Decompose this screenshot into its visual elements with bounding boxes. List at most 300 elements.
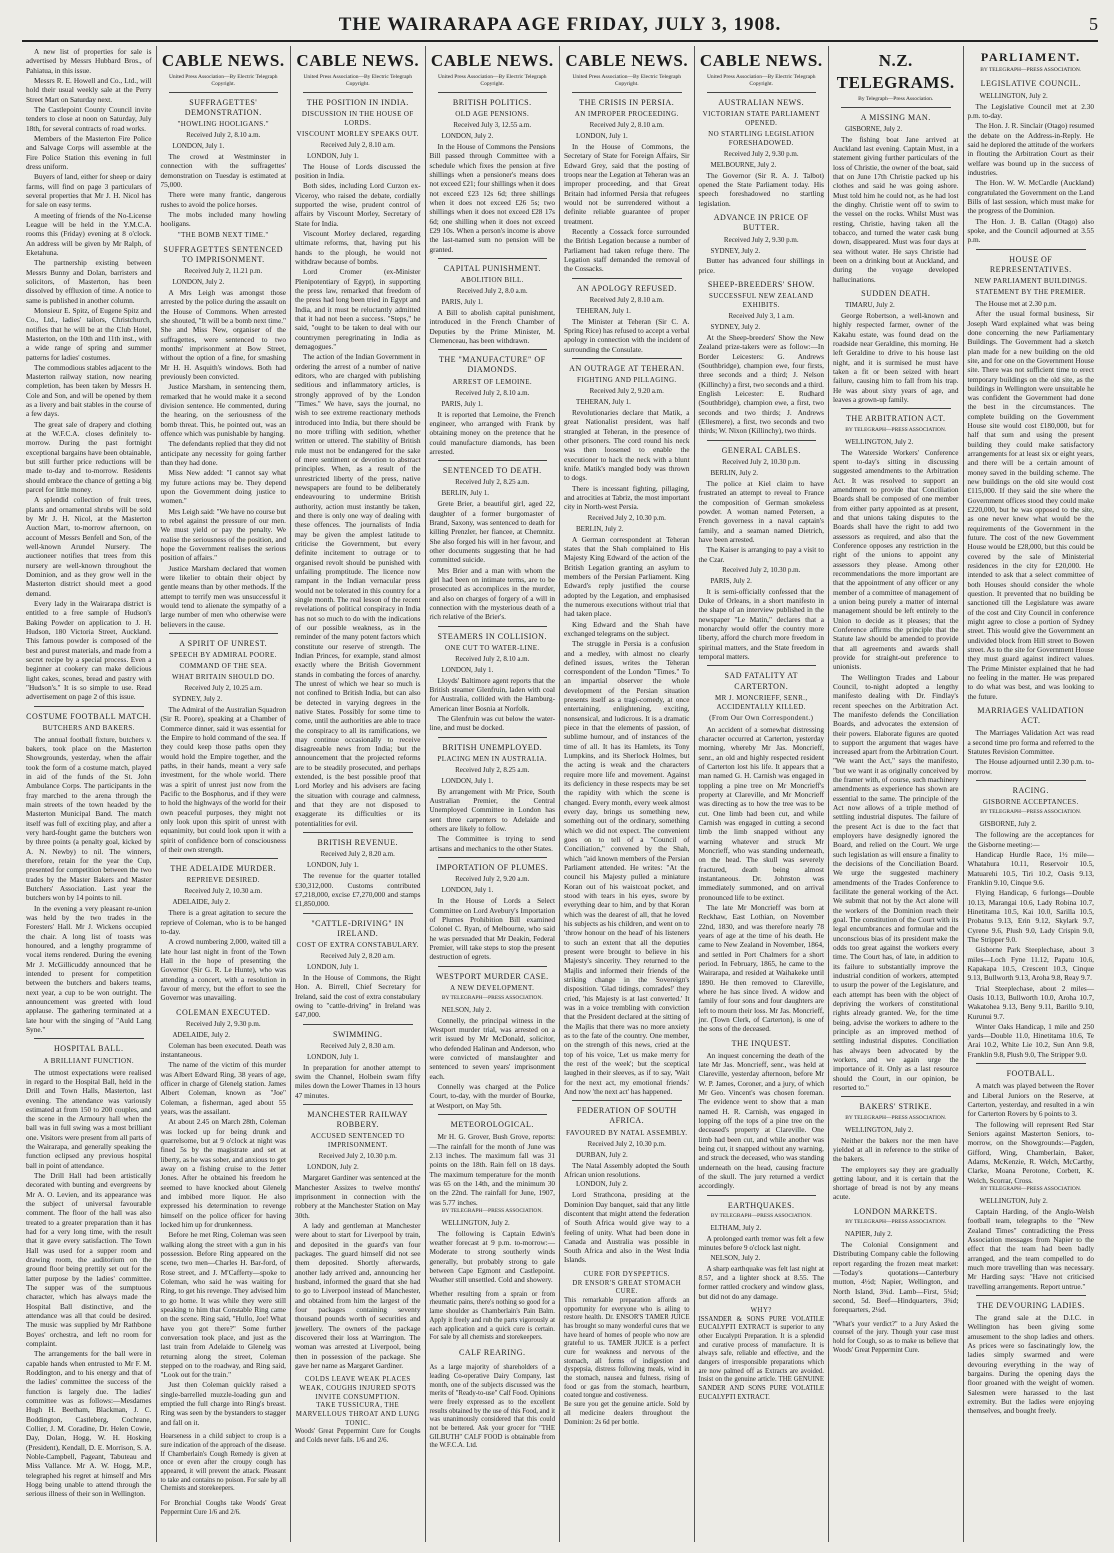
article-heading: RACING. bbox=[1012, 786, 1049, 796]
advertisement: Hoarseness in a child subject to croup is a sure indication of the approach of the disease. If Chamberlain's Cough Remedy is given at once or even after the croupy cough has appeared, it will prevent the attack. Pleasant to take and contains no poison. For sale by all Chemists and storekeepers. bbox=[160, 1433, 286, 1493]
article-heading: THE INQUEST. bbox=[731, 1038, 791, 1048]
article-heading: THE "MANUFACTURE" OF DIAMONDS. bbox=[438, 355, 546, 375]
article-heading: SUDDEN DEATH. bbox=[861, 288, 931, 298]
advertisement: "What's your verdict?" to a Jury Asked the counsel of the jury. Though your case must hold for Cough, so as to make us believe that Woods' Great Peppermint Cure. bbox=[833, 1320, 959, 1354]
article-subheading: AN IMPROPER PROCEEDING. bbox=[574, 110, 679, 119]
local-para: The great sale of drapery and clothing at the W.F.C.A. closes definitely to-morrow. During the past fortnight exceptional bargains have been obtainable, but still further price reductions will be made to-day and to-morrow. Residents should embrace the chance of getting a big parcel for little money. bbox=[26, 419, 152, 495]
article-subheading: A BRILLIANT FUNCTION. bbox=[43, 1056, 135, 1065]
article-subheading: NO STARTLING LEGISLATION FORESHADOWED. bbox=[708, 129, 815, 147]
received-time: Received July 2, 8.25 a.m. bbox=[455, 765, 530, 774]
local-para: Every lady in the Wairarapa district is entitled to a free sample of Hudson's Baking Powder on application to J. H. Hudson, 180 Victoria Street, Auckland. This famous powder is composed of the best and purest materials, and made from a secret recipe by a special process. Even a beginner at cookery can make delicious light cakes, scones, bread and pastry with "Hudson's." It is so simple to use. Read advertisement on page 2 of this issue. bbox=[26, 599, 152, 702]
article-para: Lloyds' Baltimore agent reports that the British steamer Glenfruin, laden with coal for Australia, collided with the Hamburg-American liner Bosnia at Norfolk. bbox=[429, 675, 555, 713]
local-para: The partnership existing between Messrs Bunny and Dolan, barristers and solicitors, of Masterton, has been dissolved by effluxion of time. A notice to same is published in another column. bbox=[26, 258, 152, 305]
divider bbox=[976, 249, 1087, 250]
article-heading: A SPIRIT OF UNREST. bbox=[179, 638, 268, 648]
article-para: The mobs included many howling hooligans. bbox=[160, 210, 286, 229]
press-credit: BY TELEGRAPH—PRESS ASSOCIATION. bbox=[845, 1219, 947, 1226]
article-para: It is semi-officially confessed that the Duke of Orleans, in a short manifesto in the shape of an interview published in the newspaper "Le Matin," declares that a monarchy would offer the country more liberty, afford the church more freedom in spiritual matters, and the State freedom in temporal matters. bbox=[698, 586, 824, 662]
local-para: Buyers of land, either for sheep or dairy farms, will find on page 3 particulars of several properties that Mr J. H. Nicol has for sale on easy terms. bbox=[26, 172, 152, 210]
article-heading: STEAMERS IN COLLISION. bbox=[437, 631, 547, 641]
article-para: Gisborne Park Steeplechase, about 3 miles—Loch Fyne 11.12, Papatu 10.6, Kapakapa 10.5, Crescent 10.3, Cinque 9.13, Bullworth 9.13, Aroha 9.8, Reay 9.7. bbox=[967, 945, 1094, 983]
column-heading: PARLIAMENT. bbox=[980, 50, 1081, 64]
local-para: A new list of properties for sale is advertised by Messrs Hubbard Bros., of Pahiatua, in this issue. bbox=[26, 47, 152, 75]
dateline: ADELAIDE, July 2. bbox=[172, 1030, 231, 1039]
press-credit: BY TELEGRAPH—PRESS ASSOCIATION. bbox=[845, 426, 947, 433]
article-para: The employers say they are gradually getting labour, and it is certain that the shortage of bread is not by any means acute. bbox=[833, 1164, 959, 1202]
press-credit: BY TELEGRAPH—PRESS ASSOCIATION. bbox=[441, 994, 543, 1001]
dateline: BERLIN, July 2. bbox=[576, 524, 624, 533]
article-heading: SENTENCED TO DEATH. bbox=[442, 466, 542, 476]
column-credit: United Press Association—By Electric Telegraph Copyright. bbox=[706, 73, 816, 87]
article-para: Just then Coleman quickly raised a single-barrelled muzzle-loading gun and emptied the full charge into Ring's breast. Ring was seen by the bystanders to stagger and fall on it. bbox=[160, 1380, 286, 1427]
article-para: The annual football fixture, butchers v. bakers, took place on the Masterton Showgrounds, yesterday, when the affair took the form of a costume match, played in aid of the funds of the St. John Ambulance Corps. The participants in the fray marched to the arena through the main streets of the town headed by the Masterton Municipal Band. The match itself was full of exciting play, and after a very hard-fought game the butchers won by three points (a penalty goal, kicked by A. N. Newby) to nil. The winners, therefore, retain for the year the Cup, presented for competition between the two trades by the Master Bakers and Master Butchers' Association. Last year the butchers won by 14 points to nil. bbox=[26, 734, 152, 903]
column-credit: BY TELEGRAPH—PRESS ASSOCIATION. bbox=[980, 67, 1082, 74]
article-subheading: VICTORIAN STATE PARLIAMENT OPENED. bbox=[702, 110, 820, 127]
column-heading: CABLE NEWS. bbox=[296, 51, 420, 70]
column-credit: United Press Association—By Electric Telegraph Copyright. bbox=[572, 73, 682, 87]
divider bbox=[303, 913, 413, 914]
article-subheading: A NEW DEVELOPMENT. bbox=[450, 983, 535, 992]
article-heading: SHEEP-BREEDERS' SHOW. bbox=[707, 280, 815, 290]
column-heading: CABLE NEWS. bbox=[430, 51, 554, 70]
article-para: Mrs Brier and a man with whom the girl had been on intimate terms, are to be prosecuted as accomplices in the murder, and also on charges of forgery of a will in connection with the mysterious death of a rich relative of the Brier's. bbox=[429, 565, 555, 622]
received-time: Received July 2, 9.30 p.m. bbox=[723, 149, 799, 158]
column-credit: United Press Association—By Electric Telegraph Copyright. bbox=[437, 73, 547, 87]
advertisement-heading: TAKE TUSSICURA, THE MARVELLOUS THROAT AND LUNG TONIC. bbox=[295, 1402, 420, 1427]
dateline: LONDON, July 1. bbox=[307, 151, 359, 160]
divider bbox=[707, 1195, 817, 1196]
article-para: Trial Steeplechase, about 2 miles—Oasis 10.13, Bullworth 10.0, Aroha 10.7, Wakatohea 9.13, Beny 9.11, Barillo 9.10, Kurunui 9.7. bbox=[967, 983, 1094, 1021]
divider bbox=[303, 1024, 413, 1025]
dateline: SYDNEY, July 2. bbox=[710, 246, 761, 255]
article-para: Viscount Morley declared, regarding ultimate reforms, that, having put his hands to the plough, he would not withdraw because of bombs. bbox=[295, 229, 421, 267]
press-credit: BY TELEGRAPH—PRESS ASSOCIATION. bbox=[980, 1185, 1082, 1192]
received-time: Received July 3, 12.55 a.m. bbox=[453, 121, 532, 129]
divider bbox=[707, 665, 817, 666]
article-para: Connelly was charged at the Police Court, to-day, with the murder of Bourke, at Westport, on May 5th. bbox=[429, 1081, 555, 1110]
article-para: There is incessant fighting, pillaging, and atrocities at Tabriz, the most important city in North-west Persia. bbox=[564, 483, 690, 512]
divider bbox=[976, 1063, 1087, 1064]
article-para: The House of Lords discussed the position in India. bbox=[295, 161, 421, 181]
article-para: It is reported that Lemoine, the French engineer, who arranged with Frank by obtaining money on the pretence that he could manufacture diamonds, has been arrested. bbox=[429, 409, 555, 456]
advertisement-heading: CURE FOR DYSPEPTICS. bbox=[583, 1270, 670, 1278]
article-para: The late Mr Moncrieff was born at Reckhaw, East Lothian, on November 22nd, 1830, and was therefore nearly 78 years of age at the time of his death. He came to New Zealand in November, 1864, and settled in Port Chalmers for a short period. In February, 1865, he came to the Wairarapa, and resided at Waihakeke until 1890. He then removed to Clareville, where he has since lived. A widow and family of four sons and four daughters are left to mourn their loss. Mr Jas. Moncrieff, jnr. (Town Clerk, of Carterton), is one of the sons of the deceased. bbox=[698, 902, 824, 1034]
column-heading: N.Z. TELEGRAMS. bbox=[836, 51, 955, 92]
article-heading: LONDON MARKETS. bbox=[854, 1206, 938, 1216]
advertisement-heading: CALF REARING. bbox=[458, 1347, 526, 1357]
article-para: The name of the victim of this murder was Albert Edward Ring, 38 years of age, officer in charge of Glenelg station. James Albert Coleman, known as "Joe" Coleman, a fisherman, aged about 55 years, was the assailant. bbox=[160, 1060, 286, 1116]
article-heading: SUFFRAGETTES' DEMONSTRATION. bbox=[184, 97, 262, 118]
article-para: An inquest concerning the death of the late Mr Jas. Moncrieff, senr., was held at Clareville, yesterday afternoon, before Mr W. P. James, Coroner, and a jury, of which Mr Geo. Vincent's was chosen foreman. The evidence went to show that a man named H. R. Carnish, was engaged in lopping off the tops of a pine tree on the deceased's property at Clareville. One limb had been cut, and while another was being cut, it snapped without any warning, and struck the deceased, who was standing underneath on the head, causing fracture of the skull. The jury returned a verdict accordingly. bbox=[698, 1050, 824, 1191]
divider bbox=[438, 857, 548, 858]
press-credit: BY TELEGRAPH—PRESS ASSOCIATION. bbox=[710, 1212, 812, 1219]
received-time: Received July 2, 11.21 p.m. bbox=[184, 267, 263, 276]
article-para: The Legislative Council met at 2.30 p.m. to-day. bbox=[967, 101, 1094, 120]
received-time: Received July 2, 8.10 a.m. bbox=[455, 388, 530, 397]
dateline: NELSON, July 2. bbox=[710, 1253, 761, 1262]
article-para: Flying Handicap, 6 furlongs—Double 10.13, Marangai 10.6, Lady Robina 10.7, Hinetitama 10.5, Kai 10.0, Sarilla 10.5, Probatus 9.13, Erin 9.12, Skylark 9.7, Cyrene 9.6, Plush 9.0, Lady Crispin 9.0, The Stripper 9.0. bbox=[967, 888, 1094, 944]
article-para: A Bill to abolish capital punishment, introduced in the French Chamber of Deputies by the Prime Minister, M. Clemenceau, has been withdrawn. bbox=[429, 307, 555, 345]
article-heading: EARTHQUAKES. bbox=[727, 1200, 795, 1210]
article-heading: BAKERS' STRIKE. bbox=[859, 1102, 932, 1112]
dateline: LONDON, July 1. bbox=[307, 962, 359, 971]
article-para: The utmost expectations were realised in regard to the Hospital Ball, held in the Drill and Town Halls, Masterton, last evening. The attendance was variously estimated at from 150 to 200 couples, and the scene in the Armoury hall when the ball was in full swing was a most brilliant one. Visitors were present from all parts of the Wairarapa, and generally speaking the function eclipsed any previous hospital ball in point of attendance. bbox=[26, 1067, 152, 1170]
advertisement bbox=[699, 1307, 825, 1403]
dateline: LONDON, July 1. bbox=[441, 886, 494, 895]
article-para: The Minister at Teheran (Sir C. A. Spring Rice) has refused to accept a verbal apology in connection with the incident of surrounding the Consulate. bbox=[564, 316, 690, 354]
article-para: The House adjourned until 2.30 p.m. to-morrow. bbox=[967, 757, 1094, 776]
press-credit: BY TELEGRAPH—PRESS ASSOCIATION. bbox=[980, 809, 1082, 816]
dateline: GISBORNE, July 2. bbox=[979, 820, 1037, 829]
dateline: PARIS, July 1. bbox=[441, 297, 483, 306]
received-time: Received July 2, 10.25 a.m. bbox=[184, 684, 263, 692]
article-para: In the House of Lords a Select Committee on Lord Avebury's Importation of Plumes Prohibition Bill examined Colonel C. Ryan, of Melbourne, who said he was persuaded that Mr Deakin, Federal Premier, will take steps to stop the present destruction of egrets. bbox=[429, 896, 555, 962]
article-heading: LEGISLATIVE COUNCIL. bbox=[980, 79, 1081, 89]
advertisement bbox=[295, 1376, 421, 1446]
article-heading: A MISSING MAN. bbox=[860, 112, 931, 122]
newspaper-title: THE WAIRARAPA AGE FRIDAY, JULY 3, 1908. bbox=[338, 14, 782, 35]
dateline: WELLINGTON, July 2. bbox=[979, 1197, 1048, 1206]
article-para: The House met at 2.30 p.m. bbox=[975, 298, 1057, 308]
divider bbox=[841, 107, 951, 108]
column-heading: CABLE NEWS. bbox=[565, 51, 689, 70]
received-time: Received July 2, 8.20 a.m. bbox=[320, 850, 395, 859]
dateline: TIMARU, July 2. bbox=[845, 301, 895, 310]
article-para: The Natal Assembly adopted the South African union resolutions. bbox=[564, 1160, 690, 1179]
article-para: Lord Cromer (ex-Minister Plenipotentiary of Egypt), in supporting the press law, remarked that freedom of the press had long been tried in Egypt and India, and it must be reluctantly admitted that it had not been a success. "Steps," he said, "ought to be taken to deal with our countrymen peregrinating in India as demagogues." bbox=[295, 267, 421, 352]
received-time: Received July 2, 8.25 a.m. bbox=[455, 478, 530, 487]
article-heading: AUSTRALIAN NEWS. bbox=[718, 97, 805, 107]
article-para: The Marriages Validation Act was read a second time pro forma and referred to the Statutes Revision Committee. bbox=[967, 728, 1094, 757]
dateline: BERLIN, July 2. bbox=[710, 468, 758, 477]
article-heading: FOOTBALL. bbox=[1006, 1069, 1055, 1079]
dateline: WELLINGTON, July 2. bbox=[845, 1125, 914, 1134]
dateline: NELSON, July 2. bbox=[441, 1005, 492, 1014]
article-subheading: FIGHTING AND PILLAGING. bbox=[576, 376, 677, 385]
article-subheading: COST OF EXTRA CONSTABULARY. bbox=[296, 941, 419, 950]
dateline: LONDON, July 1. bbox=[307, 861, 359, 870]
article-para: Captain Harding, of the Anglo-Welsh football team, telegraphs to the "New Zealand Times" contradicting the Press Association messages from Napier to the effect that the team had been badly arranged, and the team compelled to do much more travelling than was necessary. Mr Harding says: "Have not criticised travelling arrangements. Report untrue." bbox=[967, 1206, 1094, 1291]
article-para: A sharp earthquake was felt last night at 8.57, and a lighter shock at 8.55. The former rattled crockery and window glass, but did not do any damage. bbox=[698, 1263, 824, 1301]
advertisement-text: This remarkable preparation affords an opportunity for everyone who is ailing to restore health. Dr. ENSOR'S TAMER JUICE has brought so many wonderful cures that we have heard of homes of people who now are grateful to us. TAMER JUICE is a perfect cure for weakness and nervous of the stomach, all forms of indigestion and dyspepsia, distress following meals, wind in the stomach, nausea and fulness, rising of food or gas from the stomach, heartburn, coated tongue and costiveness. bbox=[564, 1296, 690, 1400]
column-credit: United Press Association—By Electric Telegraph Copyright. bbox=[168, 73, 278, 87]
divider bbox=[169, 633, 279, 634]
column-cable-news-5 bbox=[695, 46, 830, 1542]
article-para: The Hon. J. R. Sinclair (Otago) resumed the debate on the Address-in-Reply. He said he deplored the attitude of the workers in flouting the Arbitration Court as their welfare was bound up in the success of industries. bbox=[967, 121, 1094, 177]
article-subheading: COMMAND OF THE SEA. bbox=[179, 662, 268, 671]
local-paras bbox=[26, 47, 152, 702]
article-subheading: NEW PARLIAMENT BUILDINGS. bbox=[974, 276, 1088, 285]
article-para: The fishing boat Jane arrived at Auckland last evening. Captain Must, in a statement giving further particulars of the loss of Christie, the owner of the boat, said that on June 17th Christie packed up his clothes and said he was going ashore. Must told him he could not, as he had lost the dinghy. Christie went off to swim to the vessel on the rocks. Whilst Must was resting, Christie, having taken all the tobacco, and turned the water cask bung down, disappeared. Must was four days at sea without water. He says Christie had been on a drinking bout at Auckland, and during the voyage developed hallucinations. bbox=[833, 134, 959, 284]
article-subheading: STATEMENT BY THE PREMIER. bbox=[975, 287, 1086, 296]
advertisement-text: Woods' Great Peppermint Cure for Coughs and Colds never fails. 1/6 and 2/6. bbox=[295, 1428, 421, 1444]
article-para: Lord Strathcona, presiding at the Dominion Day banquet, said that any little discontent that might attend the federation of South Africa would give way to a feeling of unity. What had been done in Canada and Australia was possible in South Africa and also in the West India Islands. bbox=[564, 1190, 690, 1265]
article-para: A crowd numbering 2,000, waited till a late hour last night in front of the Town Hall in the hope of presenting the Governor (Sir G. R. Le Hunte), who was attending a concert, with a resolution in favour of mercy, but the effort to see the Governor was unavailing. bbox=[160, 937, 286, 1003]
divider bbox=[438, 349, 548, 350]
received-time: Received July 2, 8.10 a.m. bbox=[589, 121, 664, 129]
received-time: Received July 2, 9.30 p.m. bbox=[723, 235, 799, 244]
dateline: TEHERAN, July 1. bbox=[576, 398, 631, 407]
article-heading: ADVANCE IN PRICE OF BUTTER. bbox=[713, 213, 809, 233]
article-para: The Drill Hall had been artistically decorated with bunting and evergreens by Mr A. O. Levien, and its appearance was the subject of universal favourable comment. The floor of the hall was also treated to a greater preparation than it has had for a very long time, with the result that it gave every satisfaction. The Town Hall was used for a supper room and drawing room, the auditorium on the ground floor being prettily set out for the latter purpose by the ladies' committee. The supper was of the sumptuous character, which has always made the Hospital Ball distinctive, and the attendance was all that could be desired. The music was supplied by Mr Rathbone Boyes' orchestra, and left no room for complaint. bbox=[26, 1171, 152, 1349]
dateline: LONDON, July 1. bbox=[172, 142, 225, 151]
article-para: The grand sale at the D.I.C. in Wellington has been giving some amusement to the shop ladies and others. As prices were so fascinatingly low, the ladies simply swarmed and were devouring everything in the way of bargains. During the opening days the floor groaned with the weight of women. Salesmen were harassed to the last extremity. But the ladies were enjoying themselves, and bought freely. bbox=[967, 1313, 1094, 1416]
article-para: Grete Brier, a beautiful girl, aged 22, daughter of a former burgomaster of Brand, Saxony, was sentenced to death for killing Prenzler, her fiancee, at Chemnitz. She also forged his will in her favour, and other documents suggesting that he had committed suicide. bbox=[429, 499, 555, 565]
divider bbox=[572, 278, 682, 279]
article-subheading: ABOLITION BILL. bbox=[460, 276, 524, 285]
divider bbox=[303, 1104, 413, 1105]
article-para: The Wellington Trades and Labour Council, to-night adopted a lengthy manifesto dealing with Dr. Findlay's recent speeches on the Arbitration Act. The manifesto defends the Conciliation Boards, and advocates the extension of their powers. Elaborate figures are quoted to support the argument that wages have increased apart from the Arbitration Court. "We want the Act," says the manifesto, "but we want it as originally conceived by the framer with, of course, such machinery amendments as experience has shown are essential to the same. The principle of the Act now allows of a triple method of settling industrial disputes. The failure of the present Act is due to the fact that employers have designedly ignored the Board, and relied on the Court. We urge such legislation as will ensure a finality to the decisions of the Conciliation Board. We urge the suggested machinery amendments of the Trades Conference to facilitate the general working of the Act. We submit that not by the Act alone will the workers of the Dominion reach their goal. The constitution of the Court with its legal encumbrances and formulae and the unconscious bias of its president make the odds too great against the workers every time. The Court has, of late, in addition to its failure to substantially improve the industrial condition of workers, attempted to usurp the power of the Legislature, and each attempt has been with the object of depriving the workers of constitutional rights already granted. We, for the time being, advise the workers to adhere to the principle as an improved method of settling industrial disputes. Conciliation has always been advocated by the workers, and we again urge the importance of it. Only as a last resource should the Court, in our opinion, be resorted to." bbox=[833, 672, 959, 1092]
article-para: The action of the Indian Government in ordering the arrest of a number of native editors, who are charged with publishing seditious and inflammatory articles, is strongly approved of by the London "Times." We have, says the journal, no wish to see extreme reactionary methods introduced into India, but there should be no more trifling with sedition, whether written or uttered. The stability of British rule must not be endangered for the sake of mere sentiment or devotion to abstract principles. When, as a result of the unrestricted liberty of the press, native newspapers are found to be deliberately endeavouring to undermine British authority, action must instantly be taken, and there is only one way of dealing with these offences. The journalists of India may be given the amplest latitude to criticise the Government, but every definite incitement to outrage or to organised revolt should be punished with unfailing promptitude. The licence now rampant in the Indian vernacular press would not be tolerated in this country for a single month. The real lesson of the recent revelations of political conspiracy in India has not so much to do with the indications of our possible weakness, as in the reminder of the many potent factors which constitute our reserve of strength. The Indian Princes, for example, stand almost exactly where the British Government stands in combating the forces of anarchy. The unrest of which we hear so much is not confined to British India, but can also be detected in varying degrees in the native States. Possibly for some time to come, until the authorities are able to trace the conspiracy to all its ramifications, we may continue occasionally to receive disagreeable news from India; but the announcement that the projected reforms are to be steadily prosecuted, and perhaps extended, is the best possible proof that Lord Morley and his advisers are facing the situation with courage and calmness, and that they are not disposed to exaggerate its difficulties or its potentialities for evil. bbox=[295, 352, 421, 828]
article-para: The following will represent Red Star Seniors against Masterton Seniors, to-morrow, on the Showgrounds:—Pagden, Gifford, Wing, Chamberlain, Baker, Adams, McKenzie, R. Welch, McCarthy, Clarke, Moana Perotone, Corbett, K. Welch, Scorrar, Cross. bbox=[967, 1119, 1094, 1185]
article-para: In the evening a very pleasant re-union was held by the two trades in the Foresters' Hall. Mr J. Wickens occupied the chair. A long list of toasts was honoured, and a lengthy programme of vocal items rendered. During the evening Mr J. McGillicuddy announced that he intended to present for competition between the butchers and bakers teams, next year, a cup to be won outright. The announcement was greeted with loud applause. The gathering terminated at a late hour with the singing of "Auld Lang Syne." bbox=[26, 903, 152, 1034]
article-subheading: "HOWLING HOOLIGANS." bbox=[177, 120, 269, 129]
dateline: ELTHAM, July 2. bbox=[710, 1223, 762, 1232]
article-para: The Colonial Consignment and Distributing Company cable the following report regarding the frozen meat market:—Today's quotations—Canterbury mutton, 4½d; Napier, Wellington, and North Island, 3¾d. Lamb—First, 5¼d; second, 5d. Beef—Hindquarters, 3¾d; forequarters, 2¼d. bbox=[833, 1240, 959, 1315]
received-time: Received July 2, 8.30 a.m. bbox=[320, 1041, 395, 1050]
advertisement bbox=[564, 1271, 690, 1427]
article-para: Mrs Leigh said: "We have no course but to rebel against the pressure of our men. We must yield or pay the penalty. We realise the seriousness of the position, and hope the Government realises the serious position of affairs." bbox=[160, 506, 286, 563]
divider bbox=[169, 858, 279, 859]
received-time: Received July 2, 9.30 p.m. bbox=[185, 1019, 261, 1028]
article-para: After the usual formal business, Sir Joseph Ward explained what was being done concerning the new Parliamentary Buildings. The Government had a sketch plan made for a new building on the old site, and for one on the Government House site. There was not sufficient time to erect temporary buildings on the old site, as the buildings in Wellington were unsuitable he was confident the Government had done the best in the circumstances. The complete building on the Government House site would cost £180,000, but for half that sum and using the present building they could make satisfactory arrangements for at least six or eight years, and there will be a certain amount of money saved in the building scheme. The new buildings on the old site would cost £115,000. If they said the site where the Government offices stood they could make £220,000, but he was opposed to the site, as one never knew what would be the requirements of the Government in the future. The cost of the new Government House would be £28,000, but this could be covered by the sale of Ministerial residences in the city for £20,000. He intended to ask that a select committee of both Houses should consider the whole question. It prevented that no building be sanctioned till the Legislature was aware of the cost and City Council in conference might agree to close a portion of Sydney street. This would give the Government an undivided block from Hill street to Bowen street. As to the site for Government House they must guard against indirect values. The Prime Minister explained that he had no feeling in the matter. He was prepared to do what was best, and was looking to the future. bbox=[967, 309, 1094, 701]
advertisement-heading: COLDS LEAVE WEAK PLACES WEAK, COUGHS INJURED SPOTS INVITE CONSUMPTION. bbox=[299, 1376, 417, 1401]
article-para: By arrangement with Mr Price, South Australian Premier, the Central Unemployed Committee in London has sent three carpenters to Adelaide and others are likely to follow. bbox=[429, 786, 555, 834]
article-para: A match was played between the Rover and Liberal Juniors on the Reserve, at Carterton, yesterday, and resulted in a win for Carterton Rovers by 6 points to 3. bbox=[967, 1081, 1094, 1119]
divider bbox=[438, 626, 548, 627]
article-para: There is a great agitation to secure the reprieve of Coleman, who is to be hanged to-day. bbox=[160, 908, 286, 936]
article-para: George Robertson, a well-known and highly respected farmer, owner of the Kakahu estate, was found dead on the roadside near Geraldine, this morning. He left Geraldine to drive to his house last night, and it is surmised he must have taken a fit or been seized with heart failure, causing him to fall from his trap. He was about sixty years of age, and leaves a grown-up family. bbox=[833, 311, 959, 405]
dateline: LONDON, July 2. bbox=[307, 1163, 359, 1172]
advertisement-heading: DR ENSOR'S GREAT STOMACH CURE. bbox=[572, 1279, 682, 1296]
article-heading: THE ADELAIDE MURDER. bbox=[170, 864, 277, 874]
received-time: Received July 2, 8.10 a.m. bbox=[589, 295, 664, 304]
article-para: Before he met Ring, Coleman was seen walking along the street with a gun in his possession. Before Ring appeared on the scene, two men—Charles H. Bar-ford, of Rose street, and J. M'Cafferty—spoke to Coleman, who said he was waiting for Ring, to get his revenge. They advised him to go home. It was while they were still speaking to him that Constable Ring came on the scene. Ring said, "Hullo, Joe! What have you got there?" Some further conversation took place, and just as the last train from Adelaide to Glenelg was returning along the street, Coleman stepped on to the roadway, and Ring said, "Look out for the train." bbox=[160, 1230, 286, 1380]
column-parliament bbox=[964, 46, 1099, 1542]
article-heading: SAD FATALITY AT CARTERTON. bbox=[724, 671, 799, 691]
local-para: Members of the Masterton Fire Police and Salvage Corps will assemble at the Fire Police Station this evening in full dress uniform. bbox=[26, 133, 152, 171]
received-time: Received July 2, 10.30 p.m. bbox=[722, 565, 801, 574]
article-para: The Glenfruin was cut below the water-line, and must be docked. bbox=[429, 714, 555, 733]
article-para: In the House of Commons the Pensions Bill passed through Committee with a schedule which fixes the pension at five shillings when a pensioner's means does not exceed £21; four shillings when it does not exceed £23 12s 6d; three shillings when it does not exceed £26 5s; two shillings when it does not exceed £28 17s 6d; one shilling when it does not exceed £29 10s. When a person's income is above the last-named sum no pension will be granted. bbox=[429, 141, 555, 254]
article-heading: GENERAL CABLES. bbox=[721, 445, 801, 455]
advertisement: Whether resulting from a sprain or from rheumatic pains, there's nothing so good for a lame shoulder as Chamberlain's Pain Balm. Apply it freely and rub the parts vigorously at each application and a quick cure is certain. For sale by all chemists and storekeepers. bbox=[429, 1290, 555, 1342]
dateline: NAPIER, July 2. bbox=[845, 1230, 893, 1239]
page-number: 5 bbox=[1089, 14, 1098, 34]
article-para: A German correspondent at Teheran states that the Shah complained to His Majesty King Edward of the action of the British Legation granting an asylum to members of the Persian Parliament. King Edward's reply justified the course adopted by the Legation, and emphasised the numerous executions without trial that had taken place. bbox=[564, 534, 690, 619]
local-para: A splendid collection of fruit trees, plants and ornamental shrubs will be sold by Mr J. H. Nicol, at the Masterton Auction Mart, to-morrow afternoon, on account of Messrs Benfell and Son, of the well-known Arundel Nursery. The auctioneer notifies that trees from this nursery are well-known throughout the Dominion, and as they grow well in the Masterton district should meet a good demand. bbox=[26, 495, 152, 598]
divider bbox=[169, 92, 279, 93]
dateline: WELLINGTON, July 2. bbox=[845, 437, 914, 446]
article-subheading: VISCOUNT MORLEY SPEAKS OUT. bbox=[296, 129, 419, 138]
article-heading: FEDERATION OF SOUTH AFRICA. bbox=[576, 1106, 677, 1126]
article-heading: HOUSE OF REPRESENTATIVES. bbox=[989, 254, 1072, 274]
dateline: SYDNEY, July 2. bbox=[710, 323, 761, 332]
article-heading: COLEMAN EXECUTED. bbox=[176, 1007, 271, 1017]
article-heading: BRITISH UNEMPLOYED. bbox=[442, 742, 543, 752]
divider bbox=[841, 408, 951, 409]
article-para: In the House of Commons, the Right Hon. A. Birrell, Chief Secretary for Ireland, said the cost of extra constabulary owing to "cattle-driving" in Ireland was £47,000. bbox=[295, 972, 421, 1020]
article-subheading: "THE BOMB NEXT TIME." bbox=[177, 230, 269, 239]
article-para: Justice Marsham, in sentencing them, remarked that he would make it a second division sentence. He commented, during the hearing, on the seriousness of the bomb threat. This, he pointed out, was an offence which was punishable by hanging. bbox=[160, 382, 286, 439]
article-para: The Admiral of the Australian Squadron (Sir R. Poore), speaking at a Chamber of Commerce dinner, said it was essential for the Empire to hold command of the sea. If they could keep those paths open they would hold the Empire together, and the paths, in their hands, meant a very safe investment, for the whole world. There was a spirit of unrest just now from the Pacific to the Bosphorus, and if they were to hold the highways of the world for their own peaceful purposes, they might not only look upon this spirit of unrest with equanimity, but could look upon it with a spirit of confidence born of consciousness of their own strength. bbox=[160, 704, 286, 854]
article-para: The Governor (Sir R. A. J. Talbot) opened the State Parliament today. His speech foreshadowed no startling legislation. bbox=[698, 170, 824, 208]
article-subheading: FAVOURED BY NATAL ASSEMBLY. bbox=[566, 1128, 688, 1137]
article-subheading: OLD AGE PENSIONS. bbox=[455, 110, 530, 119]
divider bbox=[438, 258, 548, 259]
masthead bbox=[22, 14, 1098, 42]
article-para: The following is Captain Edwin's weather forecast at 9 p.m. to-morrow:—Moderate to strong southerly winds generally, but probably strong to gale between Cape Egmont and Castlepoint. Weather still unsettled. Cold and showery. bbox=[429, 1228, 555, 1285]
advertisement-heading: WHY? bbox=[750, 1306, 772, 1314]
article-para: A prolonged earth tremor was felt a few minutes before 9 o'clock last night. bbox=[698, 1233, 824, 1253]
dateline: TEHERAN, July 1. bbox=[576, 306, 631, 315]
article-para: Handicap Hurdle Race, 1½ mile—Whatahura 10.11, Reservoir 10.5, Matuarehi 10.5, Tiri 10.2, Oasis 9.13, Franklin 9.10, Cinque 9.6. bbox=[967, 849, 1094, 887]
divider bbox=[707, 92, 817, 93]
article-para: The revenue for the quarter totalled £30,312,000. Customs contributed £7,218,000, excise £7,270,000 and stamps £1,850,000. bbox=[295, 871, 421, 909]
dateline: LONDON, July 2. bbox=[576, 1180, 628, 1189]
article-para: King Edward and the Shah have exchanged telegrams on the subject. bbox=[564, 619, 690, 638]
article-heading: HOSPITAL BALL. bbox=[53, 1044, 124, 1054]
column-credit: United Press Association—By Electric Telegraph Copyright. bbox=[303, 73, 413, 87]
article-subheading: GISBORNE ACCEPTANCES. bbox=[982, 798, 1079, 807]
column-cable-news-2 bbox=[291, 46, 426, 1542]
article-subheading: PLACING MEN IN AUSTRALIA. bbox=[437, 754, 548, 763]
article-para: In preparation for another attempt to swim the Channel, Holbein swam fifty miles down the Lower Thames in 13 hours 47 minutes. bbox=[295, 1062, 421, 1100]
local-para: The commodious stables adjacent to the Masterton railway station, now nearing completion, has been taken by Messrs H. Cole and Son, and will be opened by them as a livery and bait stables in the course of a few days. bbox=[26, 362, 152, 419]
divider bbox=[34, 706, 144, 707]
article-subheading: SPEECH BY ADMIRAL POORE. bbox=[169, 651, 277, 660]
article-para: The Kaiser is arranging to pay a visit to the Czar. bbox=[698, 545, 824, 564]
dateline: WELLINGTON, July 2. bbox=[441, 1218, 510, 1227]
dateline: LONDON, July 1. bbox=[576, 131, 628, 140]
received-time: Received July 2, 10.30 a.m. bbox=[184, 887, 263, 896]
article-subheading: BUTCHERS AND BAKERS. bbox=[42, 723, 135, 732]
received-time: Received July 2, 8.0 a.m. bbox=[456, 287, 528, 296]
article-subheading: REPRIEVE DESIRED. bbox=[186, 876, 260, 885]
article-para: The defendants replied that they did not anticipate any necessity for going farther than they had done. bbox=[160, 439, 286, 467]
divider bbox=[572, 92, 682, 93]
press-credit: BY TELEGRAPH—PRESS ASSOCIATION. bbox=[441, 1207, 543, 1214]
article-para: The arrangements for the ball were in capable hands when entrusted to Mr F. M. Roddington, and to his energy and that of the ladies' committee the success of the function is largely due. The ladies' committee was as follows:—Mesdames Hugh H. Beetham, Blackman, J. C. Boddington, Castleberg, Cochrane, Collier, J. M. Coradine, Dr. Helen Cowie, Day, Dolan, Hogg, W. H. Hosking (President), Kendall, D. E. Morrison, S. A. Noble-Campbell, Pageant, Tabuteau and Miss Vallance. Mr A. W. Hogg, M.P., telegraphed his regret at himself and Mrs Hogg being unable to attend through the serious illness of their son in Wellington. bbox=[26, 1349, 152, 1499]
article-para: Coleman has been executed. Death was instantaneous. bbox=[160, 1040, 286, 1059]
dateline: DURBAN, July 2. bbox=[576, 1150, 628, 1159]
article-para: The crowd at Westminster in connection with the suffragettes' demonstration on Tuesday is estimated at 75,000. bbox=[160, 152, 286, 190]
received-time: Received July 2, 10.30 p.m. bbox=[587, 1139, 666, 1148]
columns bbox=[22, 46, 1098, 1542]
advertisement-text: ISSANDER & SONS PURE VOLATILE EUCALYPTI EXTRACT is superior to any other Eucalypti Preparation. It is a splendid and curative process of manufacture. It is always safe, reliable and effective, and the dangers of irresponsible preparations which are now palmed off as Extracts are avoided. Insist on the genuine article. THE GENUINE SANDER AND SONS PURE VOLATILE EUCALYPTI EXTRACT. bbox=[698, 1315, 824, 1401]
article-heading: MANCHESTER RAILWAY ROBBERY. bbox=[307, 1109, 409, 1130]
divider bbox=[438, 966, 548, 967]
article-heading: THE DEVOURING LADIES. bbox=[976, 1300, 1085, 1310]
dateline: WELLINGTON, July 2. bbox=[979, 91, 1048, 100]
divider bbox=[572, 358, 682, 359]
advertisement: As a large majority of shareholders of a leading Co-operative Dairy Company, last month, one of the subjects discussed was the merits of "Ready-to-use" Calf Food. Opinions were freely expressed as to the excellent results obtained by the use of this Food, and it was unanimously considered that this could not be bettered. Ask your grocer for "THE GILBUTH" CALF FOOD is obtainable from the W.F.C.A. Ltd. bbox=[429, 1364, 555, 1450]
column-cable-news-1 bbox=[157, 46, 292, 1542]
divider bbox=[841, 1096, 951, 1097]
dateline: LONDON, July 1. bbox=[441, 776, 494, 785]
column-heading: CABLE NEWS. bbox=[699, 51, 823, 70]
advertisement-text: Be sure you get the genuine article. Sold by all medicine dealers throughout the Dominion: 2s 6d per bottle. bbox=[564, 1401, 690, 1426]
article-para: Justice Marsham declared that women were likelier to obtain their object by gentle means than by other methods. If the attempt to terrify men was unsuccessful it would tend to alienate the sympathy of a large number of men who otherwise were believers in the cause. bbox=[160, 563, 286, 629]
divider bbox=[572, 1100, 682, 1101]
article-para: Neither the bakers nor the men have yielded at all in reference to the strike of the bakers. bbox=[833, 1135, 959, 1164]
article-para: In the House of Commons, the Secretary of State for Foreign Affairs, Sir Edward Grey, said that the posting of troops near the Legation at Teheran was an improper proceeding, and that Great Britain had informed Persia that refugees would not be surrendered without a definite reliable guarantee of proper treatment. bbox=[564, 141, 690, 226]
article-heading: COSTUME FOOTBALL MATCH. bbox=[26, 711, 152, 721]
column-credit: By Telegraph—Press Association. bbox=[858, 95, 934, 102]
received-time: Received July 2, 8.10 a.m. bbox=[186, 131, 261, 140]
dateline: LONDON, July 1. bbox=[441, 665, 494, 674]
article-heading: IMPORTATION OF PLUMES. bbox=[436, 863, 549, 873]
article-para: The Committee is trying to send artisans and mechanics to the other States. bbox=[429, 834, 555, 853]
article-para: Mr H. G. Grover, Bush Grove, reports:—The rainfall for the month of June was 2.13 inches. The maximum fall was 31 points on the 18th. Rain fell on 18 days. The maximum temperature for the month was 65 on the 14th, and the minimum 30 on the 22nd. The rainfall for June, 1907, was 5.77 inches. bbox=[429, 1132, 555, 1207]
column-cable-news-4 bbox=[560, 46, 695, 1542]
article-para: At about 2.45 on March 28th, Coleman was locked up for being drunk and quarrelsome, but at 9 o'clock at night was fined 5s by the magistrate and set at liberty, as he was sober, and anxious to get away on a fishing cruise to the Jetter Jones. After he obtained his freedom he seemed to have knocked about Glenelg and imbibed more liquor. He also expressed his determination to revenge himself on the police officer for having locked him up for drunkenness. bbox=[160, 1117, 286, 1229]
divider bbox=[34, 1038, 144, 1039]
received-time: Received July 2, 9.20 a.m. bbox=[589, 387, 664, 396]
local-para: A meeting of friends of the No-License League will be held in the Y.M.C.A. rooms this (Friday) evening at 8 o'clock. An address will be given by Mr Ralph, of Eketahuna. bbox=[26, 210, 152, 257]
article-heading: SWIMMING. bbox=[332, 1029, 383, 1039]
dateline: LONDON, July 1. bbox=[307, 1052, 359, 1061]
received-time: Received July 2, 10.30 p.m. bbox=[722, 458, 801, 466]
article-para: A lady and gentleman at Manchester were about to start for Liverpool by train, and deposited in the guard's van four packages. The guard himself did not see them deposited. Shortly afterwards, another lady arrived and, announcing her husband, informed the guard that she had to go to Liverpool instead of Manchester, and obtained from him the largest of the four packages containing seventy thousand pounds worth of securities and jewellery. The owners of the package discovered their loss at Warrington. The woman was arrested at Liverpool, being then in possession of the package. She gave her name as Margaret Gardiner. bbox=[295, 1220, 421, 1370]
article-heading: THE POSITION IN INDIA. bbox=[306, 97, 409, 107]
article-subheading: DISCUSSION IN THE HOUSE OF LORDS. bbox=[301, 110, 414, 127]
received-time: Received July 3, 1 a.m. bbox=[728, 312, 794, 321]
divider bbox=[303, 832, 413, 833]
divider bbox=[976, 780, 1087, 781]
article-para: The struggle in Persia is a confusion and a medley, with almost no clearly defined issues, writes the Teheran correspondent of the London "Times." To an impartial observer the whole development of the Persian situation presents itself as a tragi-comedy, at once entertaining, enlightening, exciting, nonsensical, and ludicrous. It is a dramatic piece in that the elements of passion, of sublime humour, and of instances of the time of all. It has its Hamlets, its Tony Lumpkins, and its Sherlock Holmes, but the acting is weak and the characters require more life and movement. Against its deficiency in these respects may be set the rapidity with which the scene is changed. Every month, every week almost every day, brings us something new, something out of the ordinary, something which we did not expect. The convenient goes on to tell of a "Council of Conciliation," convened by the Shah, which "aid known members of the Persian Parliament attended. He writes: "At the council his Majesty pulled a miniature Koran out of his waistcoat pocket, and stood with tears in his eyes, swore by everything dear to him, and by that Koran which was the dearest of all, that he loved his subjects as his children, and went on to 'throw honour on the head' of his listeners to such an extent that all the deputies present were brought to believe in his Majesty's sincerity. They returned to the Majlis and informed their friends of the striking change in the Sovereign's disposition. 'Glad tidings, comrades!' they cried, 'his Majesty is at last converted.' It was in a voice trembling with conviction that the President declared at the sitting of the Majlis that there was no more anxiety as to the fate of the country. One member, on the strength of this news, cried at the top of his voice, 'Let us make merry for the rest of the week'; but the sceptical laughed in their sleeves, as if to say, 'Wait for the next act, my emotional friends.' And now 'the next act' has happened. bbox=[564, 639, 690, 1096]
dateline: PARIS, July 2. bbox=[710, 576, 752, 585]
article-subheading: ONE CUT TO WATER-LINE. bbox=[444, 643, 540, 652]
dateline: PARIS, July 1. bbox=[441, 399, 483, 408]
article-para: Connelly, the principal witness in the Westport murder trial, was arrested on a writ issued by Mr McDonald, solicitor, who defended Halinan and Anderson, who were convicted of manslaughter and sentenced to seven years' imprisonment each. bbox=[429, 1015, 555, 1081]
dateline: SYDNEY, July 2. bbox=[172, 694, 223, 703]
divider bbox=[438, 92, 548, 93]
article-subheading: (From Our Own Correspondent.) bbox=[709, 713, 814, 722]
received-time: Received July 2, 9.20 a.m. bbox=[455, 875, 530, 884]
article-para: An accident of a somewhat distressing character occurred at Carterton, yesterday morning, whereby Mr Jas. Moncrieff, senr., an old and highly respected resident of Carterton lost his life. It appears that a man named G. H. Carnish was engaged in toppling a pine tree on Mr Moncrieff's property at Clareville, and Mr Moncrieff was directing as to how the tree was to be cut. One limb had been cut, and while Carnish was engaged in cutting a second limb the limb snapped without any warning whatever and struck Mr Moncrieff, who was standing underneath, on the head. The skull was severely fractured, death being almost instantaneous. Dr. Johnston was immediately summoned, and on arrival pronounced life to be extinct. bbox=[698, 724, 824, 902]
article-para: Both sides, including Lord Curzon ex-Viceroy, who raised the debate, cordially supported the wise, prudent control of affairs by Viscount Morley, Secretary of State for India. bbox=[295, 181, 421, 228]
received-time: Received July 2, 10.30 p.m. bbox=[587, 513, 666, 522]
article-para: Margaret Gardiner was sentenced at the Manchester Assizes to twelve months' imprisonment in connection with the robbery at the Manchester Station on May 30th. bbox=[295, 1173, 421, 1220]
received-time: Received July 2, 8.10 a.m. bbox=[455, 654, 530, 663]
article-para: The police at Kiel claim to have frustrated an attempt to reveal to France the composition of German smokeless powder. A woman named Petersen, a French governess in a naval captain's family, and a seaman named Dietrich, have been arrested. bbox=[698, 478, 824, 544]
article-para: Revolutionaries declare that Matik, a great Nationalist president, was half strangled at Teheran, in the presence of other prisoners. The cord round his neck was then loosened to enable the executioner to hack the neck with a blunt knife. Matik's mangled body was thrown to dogs. bbox=[564, 408, 690, 483]
divider bbox=[707, 440, 817, 441]
column-heading: CABLE NEWS. bbox=[161, 51, 285, 70]
dateline: BERLIN, July 1. bbox=[441, 489, 489, 498]
received-time: Received July 2, 10.30 p.m. bbox=[318, 1152, 397, 1161]
article-para: The Hon. W. W. McCardle (Auckland) congratulated the Government on the Land Bills of last session, which must make for the progress of the Dominion. bbox=[967, 178, 1094, 216]
received-time: Received July 2, 8.20 a.m. bbox=[320, 951, 395, 960]
article-para: The Waterside Workers' Conference spent to-day's sitting in discussing suggested amendments to the Arbitration Act. It was resolved to support an amendment to provide that Conciliation Boards shall be composed of one member from either party appointed as at present, and that unions taking disputes to the Boards shall have the right to add two assessors as required, and also that the Conference opposes any restriction in the right of the unions to appoint any assessors they please. Among other recommendations the more important are that the appointment of any officer or any member of a committee of management of a union being purely a matter of internal management should be left entirely to the Union to decide as it pleases; that the Conference affirms the principle that the Statute law should be amended to provide that all agreements and awards shall provide for straight-out preference to unionists. bbox=[833, 447, 959, 672]
article-heading: THE ARBITRATION ACT. bbox=[846, 414, 946, 424]
column-cable-news-3 bbox=[426, 46, 561, 1542]
local-para: Monsieur E. Spitz, of Eugene Spitz and Co., Ltd., ladies' tailors, Christchurch, notifies that he will be at the Club Hotel, Masterton, on the 10th and 11th inst., with a wide range of spring and summer patterns for ladies' costumes. bbox=[26, 305, 152, 362]
divider bbox=[976, 1295, 1087, 1296]
received-time: Received July 2, 8.10 a.m. bbox=[320, 140, 395, 149]
article-heading: THE CRISIS IN PERSIA. bbox=[579, 97, 675, 107]
article-para: Recently a Cossack force surrounded the British Legation because a number of Parliament had taken refuge there. The Legation staff demanded the removal of the Cossacks. bbox=[564, 226, 690, 274]
dateline: MELBOURNE, July 2. bbox=[710, 160, 777, 169]
article-heading: BRITISH POLITICS. bbox=[452, 97, 532, 107]
dateline: GISBORNE, July 2. bbox=[845, 124, 903, 133]
article-heading: WESTPORT MURDER CASE. bbox=[435, 971, 549, 981]
article-para: At the Sheep-breeders' Show the New Zealand prize-takers were as follow:—In Border Leicesters: G. Andrews (Southbridge), champion ewe, four firsts, three seconds and a third; J. Nelson (Killinchy) a first, two seconds and a third. English Leicester: E. Rudhard (Southbridge), champion ewe, a first, two seconds and two thirds; J. Andrews (Ellesmere), a first, two seconds and two thirds; W. Nixon (Killinchy), two thirds. bbox=[698, 333, 824, 436]
column-local-news bbox=[22, 46, 157, 1542]
article-subheading: SUCCESSFUL NEW ZEALAND EXHIBITS. bbox=[709, 292, 814, 310]
article-heading: AN OUTRAGE AT TEHERAN. bbox=[569, 363, 685, 373]
